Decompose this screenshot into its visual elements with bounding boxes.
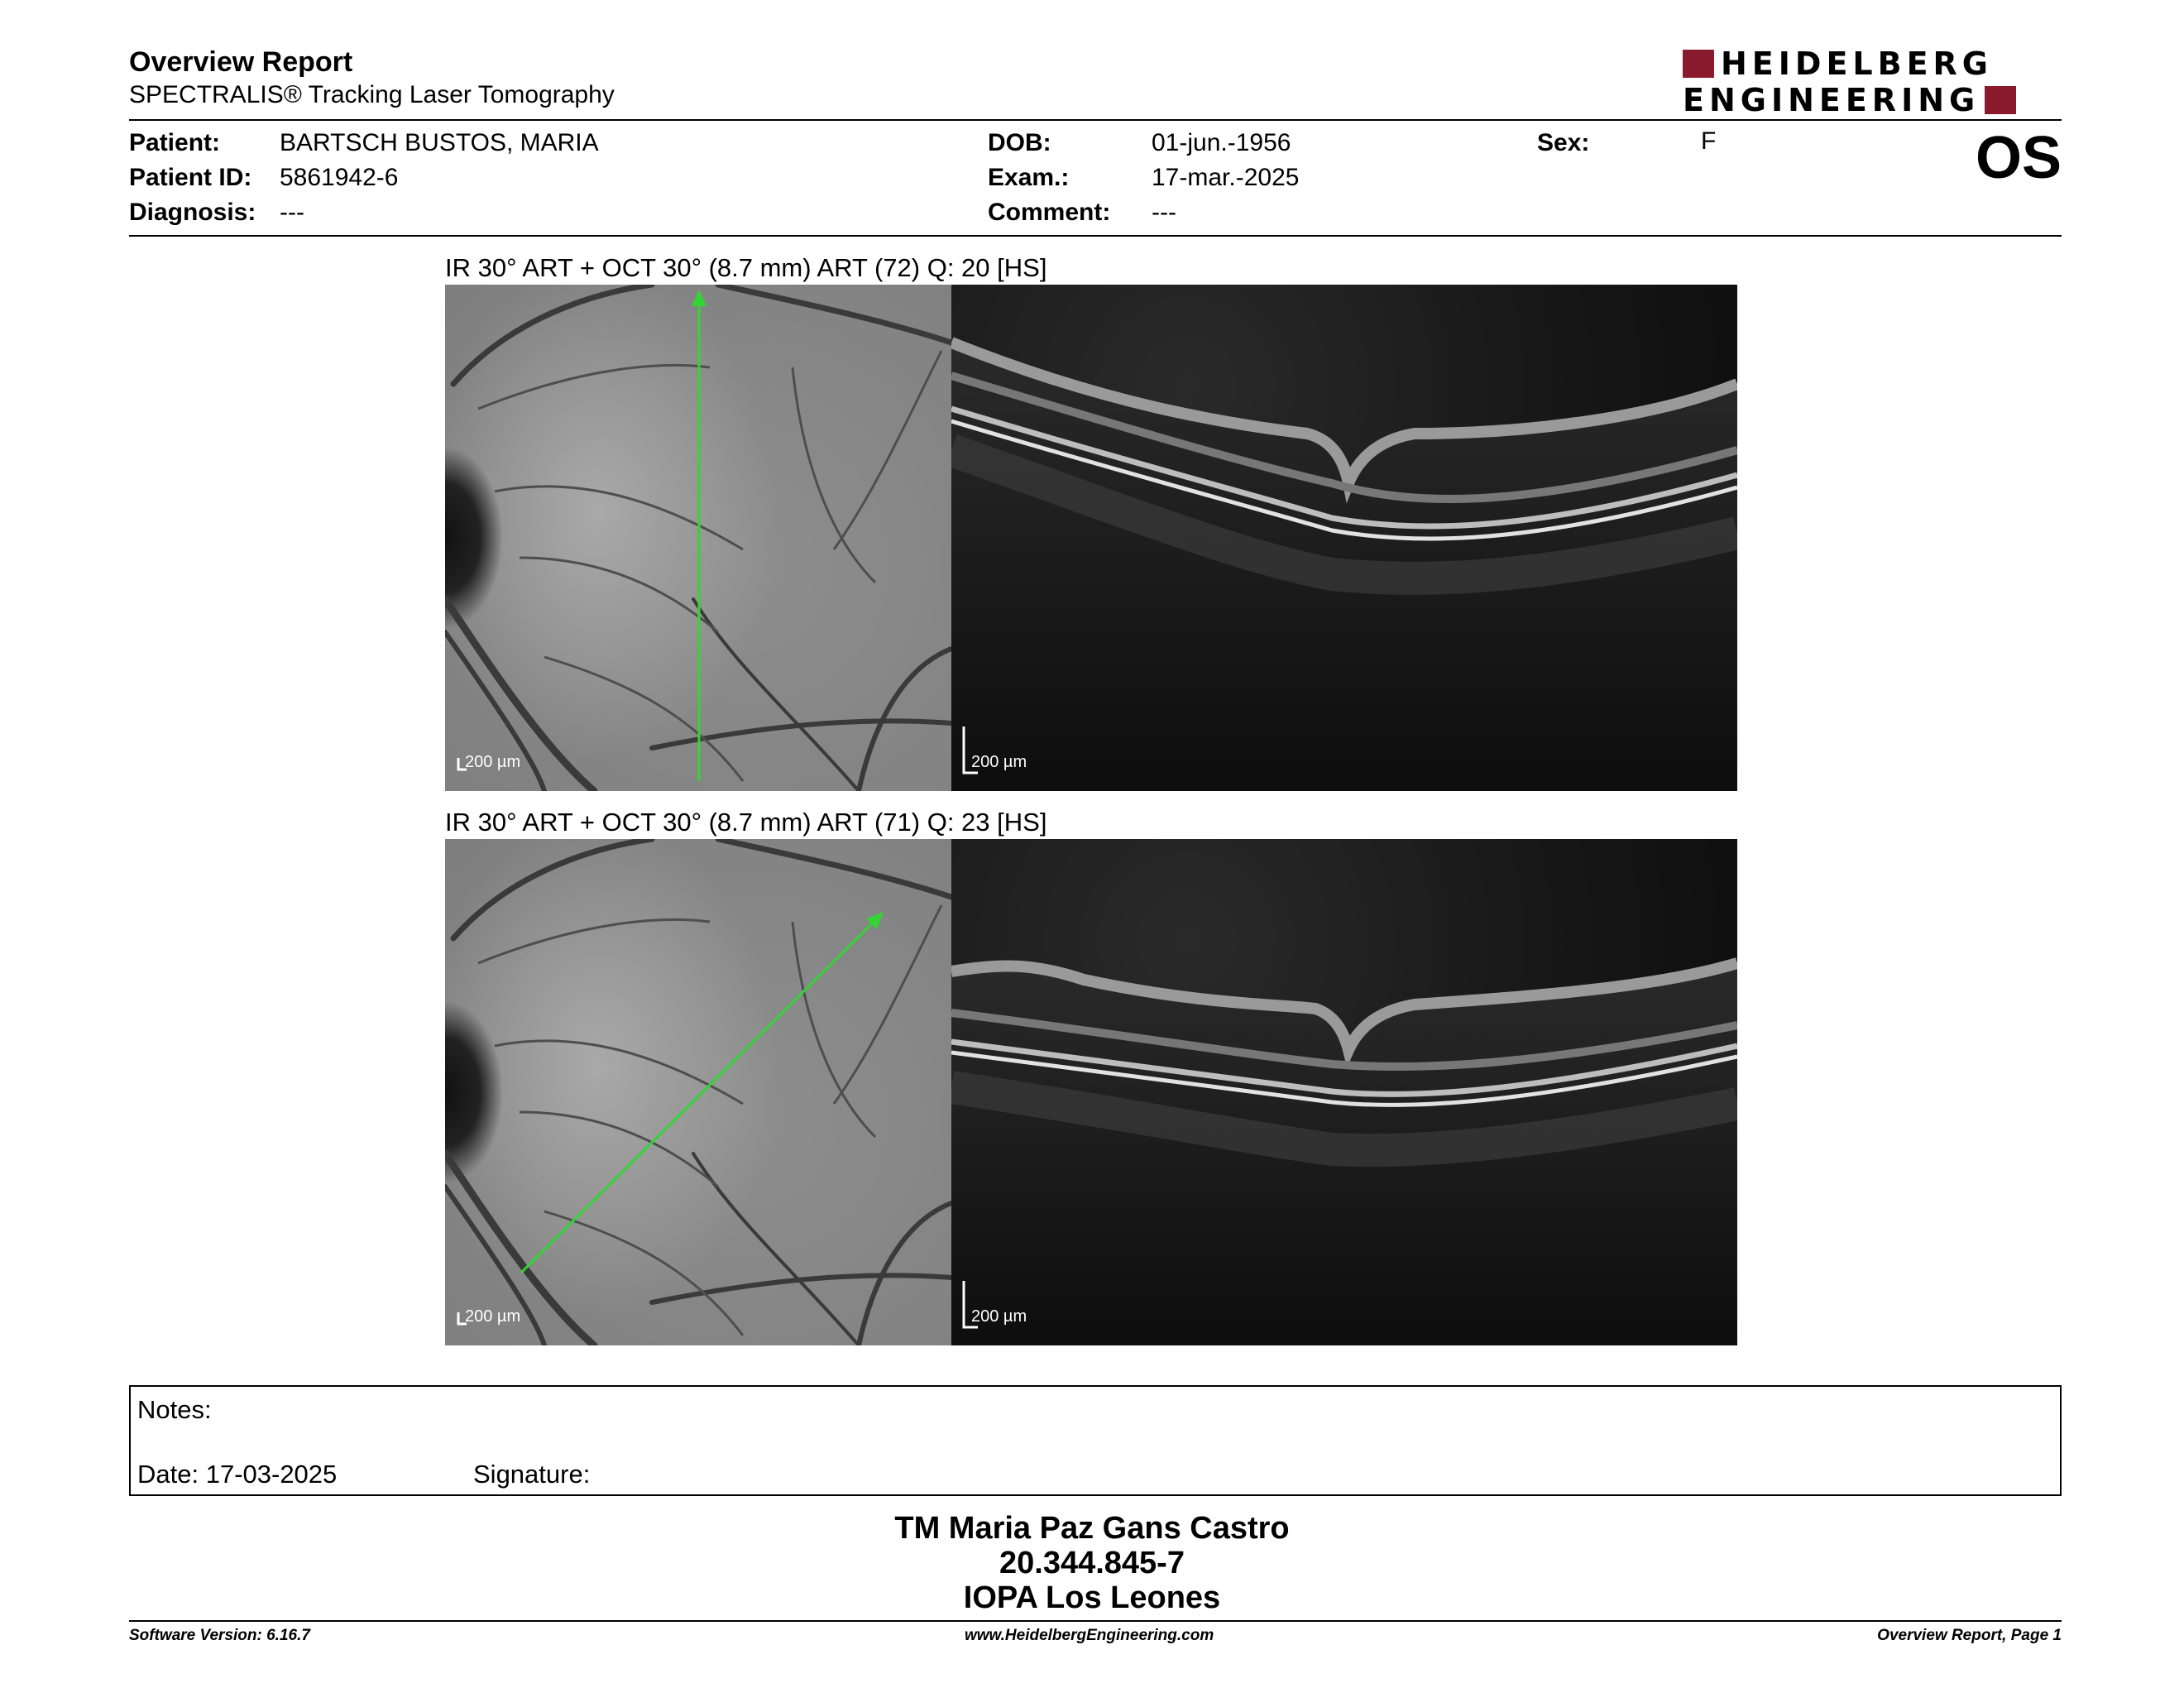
ir-scale-label: 200 µm — [465, 753, 521, 771]
oct-bscan-image — [951, 839, 1737, 1345]
scan-line — [445, 839, 951, 1345]
comment-label: Comment: — [988, 199, 1111, 226]
heidelberg-logo — [1683, 46, 2062, 116]
logo-square-icon — [1683, 50, 1714, 78]
notes-box — [129, 1385, 2062, 1496]
notes-date: Date: 17-03-2025 — [137, 1460, 338, 1489]
ir-fundus-image — [445, 285, 951, 791]
scan-caption: IR 30° ART + OCT 30° (8.7 mm) ART (72) Q: 20 [HS] — [445, 253, 1047, 282]
oct-layers — [951, 285, 1737, 791]
diagnosis-label: Diagnosis: — [129, 199, 256, 226]
oct-scale-label: 200 µm — [971, 753, 1027, 771]
logo-line-2 — [1683, 83, 2016, 117]
signatory-rut: 20.344.845-7 — [999, 1546, 1185, 1580]
scan-caption: IR 30° ART + OCT 30° (8.7 mm) ART (71) Q: 23 [HS] — [445, 808, 1047, 837]
page-indicator: Overview Report, Page 1 — [1877, 1627, 2062, 1644]
oct-layers — [951, 839, 1737, 1345]
eye-indicator: OS — [1975, 125, 2062, 191]
logo-text-2: ENGINEERING — [1683, 82, 1980, 118]
exam-value: 17-mar.-2025 — [1152, 164, 1300, 191]
patient-id-label: Patient ID: — [129, 164, 252, 191]
comment-value: --- — [1152, 199, 1176, 226]
oct-bscan-image — [951, 285, 1737, 791]
report-subtitle: SPECTRALIS® Tracking Laser Tomography — [129, 81, 615, 108]
logo-line-1 — [1683, 46, 1993, 81]
software-version: Software Version: 6.16.7 — [129, 1627, 310, 1644]
patient-id: 5861942-6 — [280, 164, 399, 191]
patient-name: BARTSCH BUSTOS, MARIA — [280, 129, 599, 156]
dob-label: DOB: — [988, 129, 1051, 156]
sex-value: F — [1701, 127, 1717, 155]
patient-label: Patient: — [129, 129, 221, 156]
diagnosis-value: --- — [280, 199, 304, 226]
logo-text-1: HEIDELBERG — [1721, 46, 1993, 82]
exam-label: Exam.: — [988, 164, 1070, 191]
report-title: Overview Report — [129, 46, 353, 78]
logo-square-icon — [1985, 86, 2016, 114]
oct-scale-label: 200 µm — [971, 1307, 1027, 1326]
sex-label: Sex: — [1537, 129, 1590, 156]
ir-scale-label: 200 µm — [465, 1307, 521, 1326]
header-rule — [129, 119, 2062, 121]
dob-value: 01-jun.-1956 — [1152, 129, 1291, 156]
ir-fundus-image — [445, 839, 951, 1345]
scan-line — [445, 285, 951, 791]
patient-rule — [129, 235, 2062, 237]
notes-label: Notes: — [137, 1395, 212, 1424]
footer-rule — [129, 1620, 2062, 1622]
signatory-name: TM Maria Paz Gans Castro — [894, 1511, 1290, 1546]
notes-signature: Signature: — [473, 1460, 591, 1489]
website-link[interactable]: www.HeidelbergEngineering.com — [965, 1627, 1214, 1644]
signatory-institution: IOPA Los Leones — [963, 1580, 1221, 1615]
